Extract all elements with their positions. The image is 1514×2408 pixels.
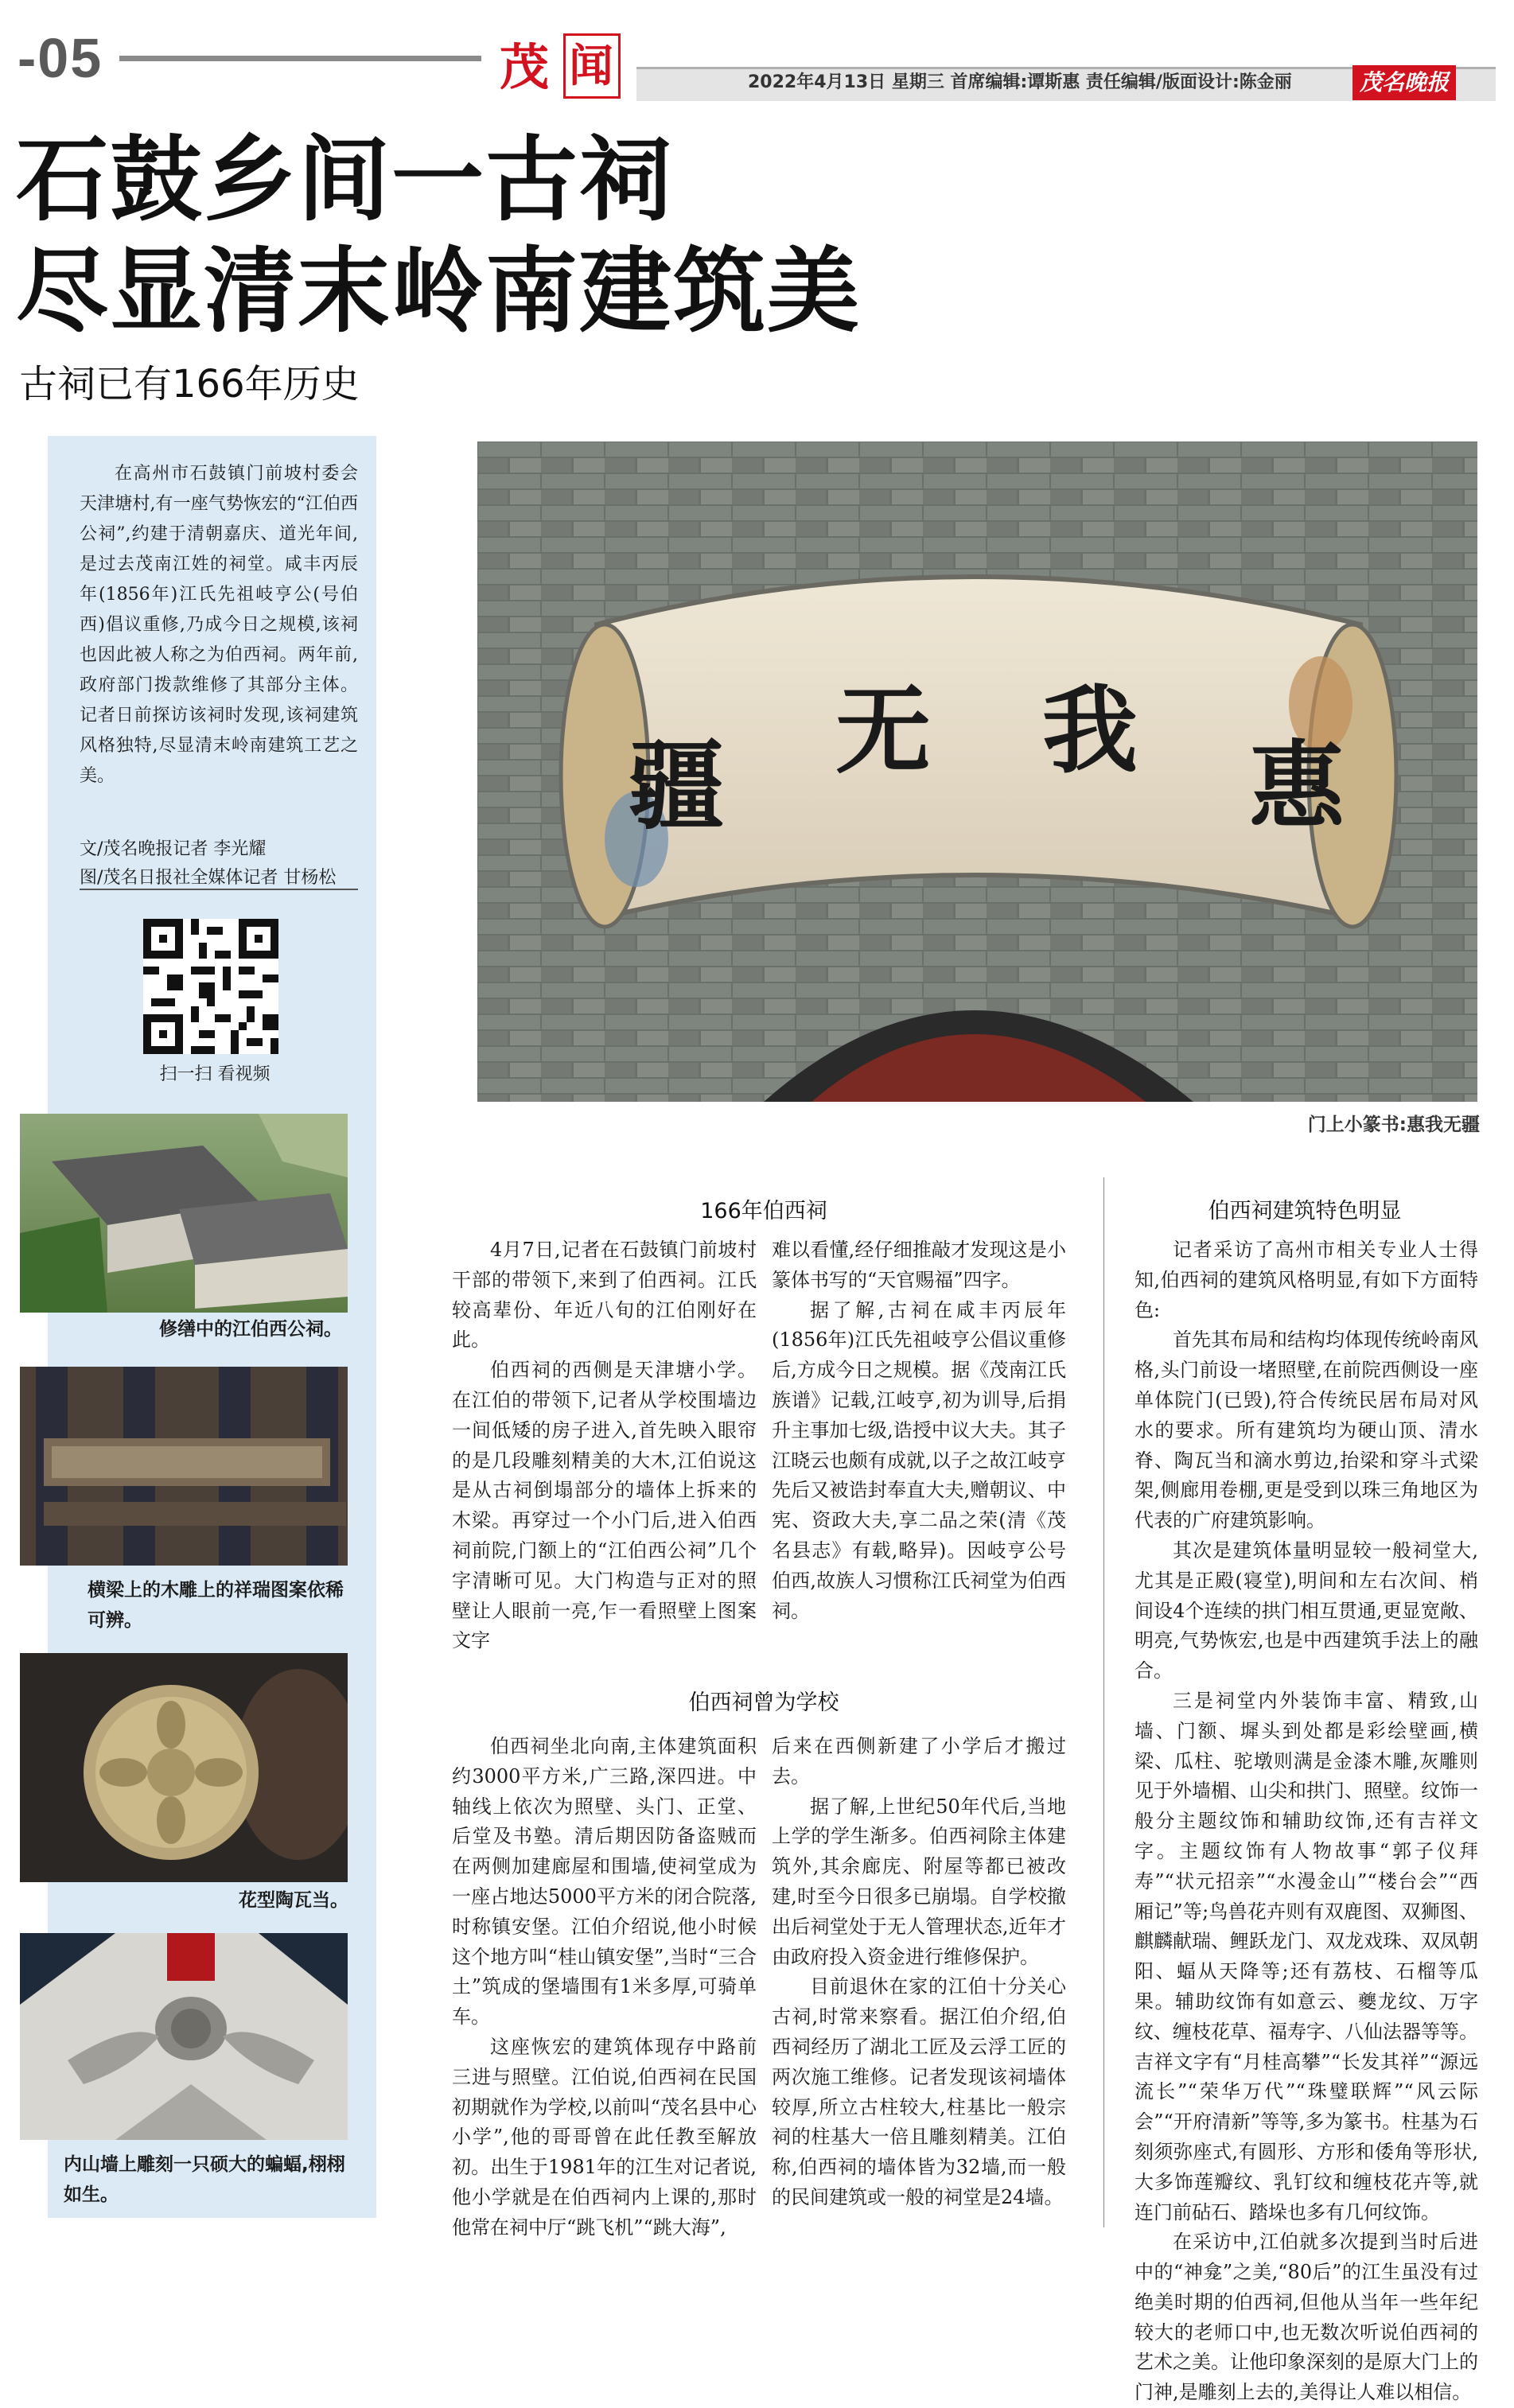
section-logo xyxy=(500,33,627,103)
byline-rule xyxy=(80,889,358,890)
paragraph: 在采访中,江伯就多次提到当时后进中的“神龛”之美,“80后”的江生虽没有过绝美时期的伯西祠,但他从当年一些年纪较大的老师口中,也无数次听说伯西祠的艺术之美。让他印象深刻的是原大门上的门神,是雕刻上去的,美得让人难以相信。 xyxy=(1135,2231,1478,2404)
paragraph: 4月7日,记者在石鼓镇门前坡村干部的带领下,来到了伯西祠。江氏较高辈份、年近八旬的江伯刚好在此。 xyxy=(452,1239,757,1352)
paragraph: 三是祠堂内外装饰丰富、精致,山墙、门额、墀头到处都是彩绘壁画,横梁、瓜柱、驼墩则满是金漆木雕,灰雕则见于外墙楣、山尖和拱门、照壁。纹饰一般分主题纹饰和辅助纹饰,还有吉祥文字。主题纹饰有人物故事“郭子仪拜寿”“状元招亲”“水漫金山”“楼台会”“西厢记”等;鸟兽花卉则有双鹿图、双狮图、麒麟献瑞、鲤跃龙门、双龙戏珠、双凤朝阳、蝠从天降等;还有荔枝、石榴等瓜果。辅助纹饰有如意云、夔龙纹、万字纹、缠枝花草、福寿字、八仙法器等等。吉祥文字有“月桂高攀”“长发其祥”“源远流长”“荣华万代”“珠璧联辉”“风云际会”“开府清新”等等,多为篆书。柱基为石刻须弥座式,有圆形、方形和倭角等形状,大多饰莲瓣纹、乳钉纹和缠枝花卉等,就连门前砧石、踏垛也多有几何纹饰。 xyxy=(1135,1689,1478,2223)
qr-caption: 扫一扫 看视频 xyxy=(159,1064,270,1084)
section-heading-1: 166年伯西祠 xyxy=(700,1199,827,1223)
section-2-column-1 xyxy=(452,1732,757,2243)
paragraph: 伯西祠坐北向南,主体建筑面积约3000平方米,广三路,深四进。中轴线上依次为照壁、头门、正堂、后堂及书塾。清后期因防备盗贼而在两侧加建廊屋和围墙,使祠堂成为一座占地达5000平方米的闭合院落,时称镇安堡。江伯介绍说,他小时候这个地方叫“桂山镇安堡”,当时“三合土”筑成的堡墙围有1米多厚,可骑单车。 xyxy=(452,1735,757,2029)
headline-line-2: 尽显清末岭南建筑美 xyxy=(16,238,861,345)
caption-photo-3: 花型陶瓦当。 xyxy=(239,1890,348,1911)
paragraph: 其次是建筑体量明显较一般祠堂大,尤其是正殿(寝堂),明间和左右次间、梢间设4个连续的拱门相互贯通,更显宽敞、明亮,气势恢宏,也是中西建筑手法上的融合。 xyxy=(1135,1539,1478,1682)
headline-line-1: 石鼓乡间一古祠 xyxy=(16,126,673,234)
photo-ancestral-hall-aerial xyxy=(20,1114,348,1313)
section-char-1: 茂 xyxy=(500,38,550,96)
newspaper-brand-logo: 茂名晚报 xyxy=(1352,65,1456,100)
header-info: 2022年4月13日 星期三 首席编辑:谭斯惠 责任编辑/版面设计:陈金丽 xyxy=(748,72,1292,92)
column-divider xyxy=(1103,1177,1104,2227)
photo-tile-end xyxy=(20,1653,348,1882)
main-photo-door-plaque xyxy=(477,442,1477,1102)
plaque-char-2: 我 xyxy=(1042,675,1138,787)
paragraph: 这座恢宏的建筑体现存中路前三进与照壁。江伯说,伯西祠在民国初期就作为学校,以前叫“茂名县中心小学”,他的哥哥曾在此任教至解放初。出生于1981年的江生对记者说,他小学就是在伯西祠内上课的,那时他常在祠中厅“跳飞机”“跳大海”, xyxy=(452,2035,757,2239)
intro-paragraph: 在高州市石鼓镇门前坡村委会天津塘村,有一座气势恢宏的“江伯西公祠”,约建于清朝嘉庆、道光年间,是过去茂南江姓的祠堂。咸丰丙辰年(1856年)江氏先祖岐亨公(号伯西)倡议重修,乃成今日之规模,该祠也因此被人称之为伯西祠。两年前,政府部门拨款维修了其部分主体。记者日前探访该祠时发现,该祠建筑风格独特,尽显清末岭南建筑工艺之美。 xyxy=(80,464,358,786)
section-heading-3: 伯西祠建筑特色明显 xyxy=(1208,1199,1402,1223)
plaque-char-1: 惠 xyxy=(1249,730,1345,842)
subheadline: 古祠已有166年历史 xyxy=(19,362,360,407)
caption-photo-1: 修缮中的江伯西公祠。 xyxy=(159,1319,342,1340)
qr-code[interactable] xyxy=(143,919,278,1054)
byline-writer: 文/茂名晚报记者 李光耀 xyxy=(80,839,267,859)
section-char-box xyxy=(563,33,621,99)
paragraph: 后来在西侧新建了小学后才搬过去。 xyxy=(772,1735,1066,1788)
page-number: -05 xyxy=(18,27,103,89)
section-2-column-2 xyxy=(772,1732,1066,2213)
paragraph: 据了解,上世纪50年代后,当地上学的学生渐多。伯西祠除主体建筑外,其余廊庑、附屋等都已被改建,时至今日很多已崩塌。自学校撤出后祠堂处于无人管理状态,近年才由政府投入资金进行维修保护。 xyxy=(772,1795,1066,1968)
paragraph: 伯西祠的西侧是天津塘小学。在江伯的带领下,记者从学校围墙边一间低矮的房子进入,首先映入眼帘的是几段雕刻精美的大木,江伯说这是从古祠倒塌部分的墙体上拆来的木梁。再穿过一个小门后,进入伯西祠前院,门额上的“江伯西公祠”几个字清晰可见。大门构造与正对的照壁让人眼前一亮,乍一看照壁上图案文字 xyxy=(452,1359,757,1652)
section-heading-2: 伯西祠曾为学校 xyxy=(688,1690,839,1715)
paragraph: 难以看懂,经仔细推敲才发现这是小篆体书写的“天官赐福”四字。 xyxy=(772,1239,1066,1291)
paragraph: 首先其布局和结构均体现传统岭南风格,头门前设一堵照壁,在前院西侧设一座单体院门(已毁),符合传统民居布局对风水的要求。所有建筑均为硬山顶、清水脊、陶瓦当和滴水剪边,抬梁和穿斗式梁架,侧廊用卷棚,更是受到以珠三角地区为代表的广府建筑影响。 xyxy=(1135,1328,1478,1532)
byline xyxy=(80,835,358,893)
plaque-char-4: 疆 xyxy=(629,730,724,842)
caption-photo-4: 内山墙上雕刻一只硕大的蝙蝠,栩栩如生。 xyxy=(64,2154,345,2205)
photo-bat-relief xyxy=(20,1933,348,2140)
section-1-column-2 xyxy=(772,1235,1066,1626)
section-char-2: 闻 xyxy=(569,41,613,92)
paragraph: 据了解,古祠在咸丰丙辰年(1856年)江氏先祖岐亨公倡议重修后,方成今日之规模。据《茂南江氏族谱》记载,江岐亨,初为训导,后捐升主事加七级,诰授中议大夫。其子江晓云也颇有成就,以子之故江岐亨先后又被诰封奉直大夫,赠朝议、中宪、资政大夫,享二品之荣(清《茂名县志》有载,略异)。因岐亨公号伯西,故族人习惯称江氏祠堂为伯西祠。 xyxy=(772,1298,1066,1622)
paragraph: 记者采访了高州市相关专业人士得知,伯西祠的建筑风格明显,有如下方面特色: xyxy=(1135,1239,1478,1321)
header-rule xyxy=(119,56,481,61)
main-photo-caption: 门上小篆书:惠我无疆 xyxy=(1307,1115,1480,1135)
section-1-column-1 xyxy=(452,1235,757,1656)
section-3-column xyxy=(1135,1235,1478,2408)
plaque-char-3: 无 xyxy=(835,675,931,787)
caption-photo-2: 横梁上的木雕上的祥瑞图案依稀可辨。 xyxy=(88,1580,344,1631)
byline-photographer: 图/茂名日报社全媒体记者 甘杨松 xyxy=(80,868,337,888)
paragraph: 目前退休在家的江伯十分关心古祠,时常来察看。据江伯介绍,伯西祠经历了湖北工匠及云浮工匠的两次施工维修。记者发现该祠墙体较厚,所立古柱较大,柱基比一般宗祠的柱基大一倍且雕刻精美。江伯称,伯西祠的墙体皆为32墙,而一般的民间建筑或一般的祠堂是24墙。 xyxy=(772,1975,1066,2208)
photo-carved-beam xyxy=(20,1367,348,1566)
